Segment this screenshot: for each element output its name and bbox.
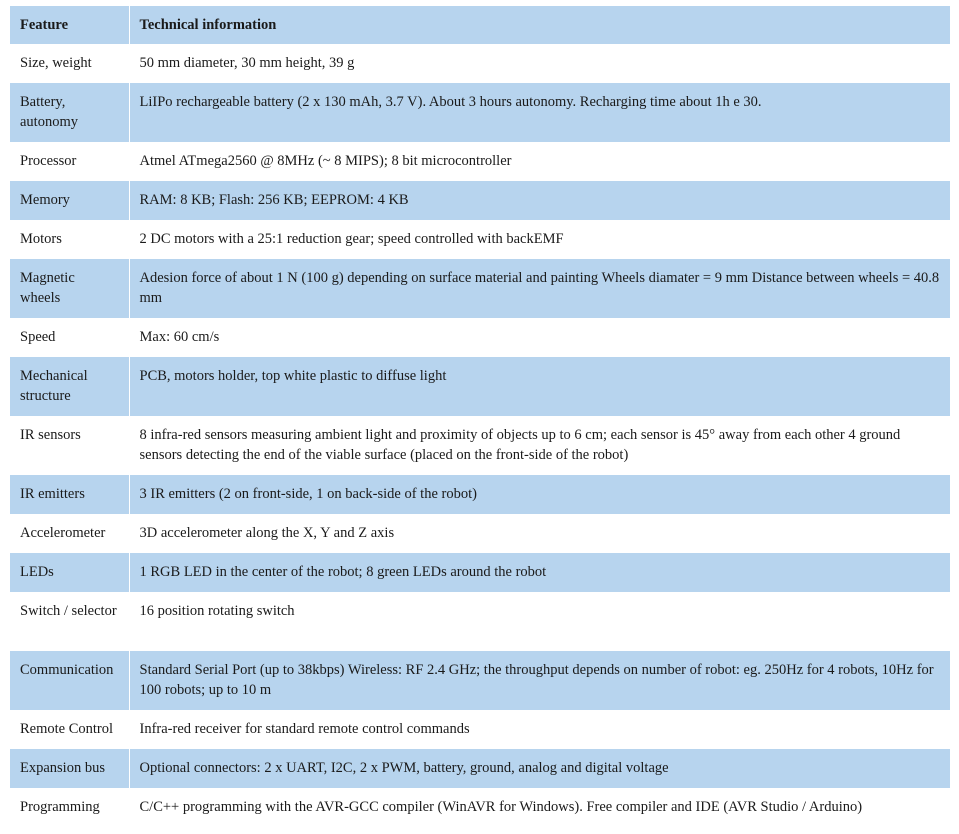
table-row xyxy=(10,142,950,181)
row-feature: Battery, autonomy xyxy=(10,83,129,142)
table-row xyxy=(10,220,950,259)
row-info: Adesion force of about 1 N (100 g) depending on surface material and painting Wheels diamater = 9 mm Distance between wheels = 40.8 mm xyxy=(129,259,950,318)
row-feature: Speed xyxy=(10,318,129,357)
row-info: 16 position rotating switch xyxy=(129,592,950,651)
table-row xyxy=(10,357,950,416)
row-feature: Processor xyxy=(10,142,129,181)
row-feature: Remote Control xyxy=(10,710,129,749)
row-info: 3D accelerometer along the X, Y and Z axis xyxy=(129,514,950,553)
row-feature: Expansion bus xyxy=(10,749,129,788)
row-feature: IR emitters xyxy=(10,475,129,514)
table-row xyxy=(10,749,950,788)
row-info: LiIPo rechargeable battery (2 x 130 mAh, 3.7 V). About 3 hours autonomy. Recharging time about 1h e 30. xyxy=(129,83,950,142)
row-info: Infra-red receiver for standard remote control commands xyxy=(129,710,950,749)
row-info: 3 IR emitters (2 on front-side, 1 on back-side of the robot) xyxy=(129,475,950,514)
row-info: 1 RGB LED in the center of the robot; 8 green LEDs around the robot xyxy=(129,553,950,592)
row-info: Optional connectors: 2 x UART, I2C, 2 x PWM, battery, ground, analog and digital voltage xyxy=(129,749,950,788)
row-feature: Accelerometer xyxy=(10,514,129,553)
table-header-row xyxy=(10,6,950,44)
row-feature: Switch / selector xyxy=(10,592,129,651)
row-info: PCB, motors holder, top white plastic to diffuse light xyxy=(129,357,950,416)
table-row xyxy=(10,514,950,553)
row-feature: Mechanical structure xyxy=(10,357,129,416)
row-feature: Motors xyxy=(10,220,129,259)
row-info: Max: 60 cm/s xyxy=(129,318,950,357)
table-row xyxy=(10,710,950,749)
row-info: Atmel ATmega2560 @ 8MHz (~ 8 MIPS); 8 bit microcontroller xyxy=(129,142,950,181)
table-row xyxy=(10,259,950,318)
row-feature: IR sensors xyxy=(10,416,129,475)
row-info: 2 DC motors with a 25:1 reduction gear; speed controlled with backEMF xyxy=(129,220,950,259)
row-feature: LEDs xyxy=(10,553,129,592)
row-info: 8 infra-red sensors measuring ambient light and proximity of objects up to 6 cm; each sensor is 45° away from each other 4 ground sensors detecting the end of the viable surface (placed on the front-side of the robot) xyxy=(129,416,950,475)
table-row xyxy=(10,318,950,357)
row-feature: Memory xyxy=(10,181,129,220)
table-row xyxy=(10,416,950,475)
row-info: Standard Serial Port (up to 38kbps) Wireless: RF 2.4 GHz; the throughput depends on number of robot: eg. 250Hz for 4 robots, 10Hz for 100 robots; up to 10 m xyxy=(129,651,950,710)
table-row xyxy=(10,592,950,651)
table-row xyxy=(10,475,950,514)
row-info: RAM: 8 KB; Flash: 256 KB; EEPROM: 4 KB xyxy=(129,181,950,220)
row-info: C/C++ programming with the AVR-GCC compiler (WinAVR for Windows). Free compiler and IDE (AVR Studio / Arduino) xyxy=(129,788,950,827)
table-row xyxy=(10,44,950,83)
row-feature: Programming xyxy=(10,788,129,827)
technical-spec-table xyxy=(10,6,950,827)
table-row xyxy=(10,181,950,220)
header-feature: Feature xyxy=(10,6,129,44)
table-row xyxy=(10,553,950,592)
table-row xyxy=(10,651,950,710)
header-technical-information: Technical information xyxy=(129,6,950,44)
table-row xyxy=(10,788,950,827)
row-feature: Communication xyxy=(10,651,129,710)
row-feature: Magnetic wheels xyxy=(10,259,129,318)
row-info: 50 mm diameter, 30 mm height, 39 g xyxy=(129,44,950,83)
table-row xyxy=(10,83,950,142)
row-feature: Size, weight xyxy=(10,44,129,83)
